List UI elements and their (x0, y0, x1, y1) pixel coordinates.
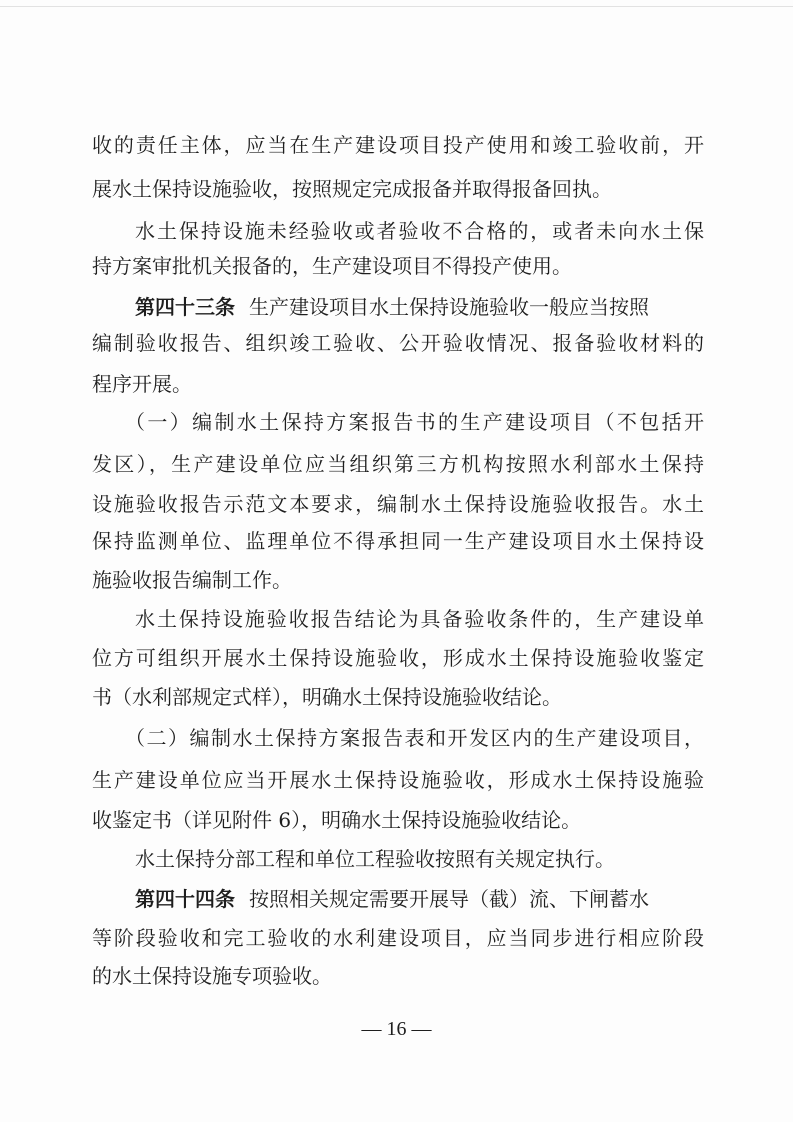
text-line: 展水土保持设施验收，按照规定完成报备并取得报备回执。 (92, 177, 612, 201)
text-line: 水土保持设施验收报告结论为具备验收条件的，生产建设单 (135, 607, 704, 631)
text-line: 收的责任主体，应当在生产建设项目投产使用和竣工验收前，开 (92, 133, 704, 157)
text-line: 发区），生产建设单位应当组织第三方机构按照水利部水土保持 (92, 452, 704, 476)
text-line: 施验收报告编制工作。 (92, 568, 292, 592)
article-43-line (135, 295, 704, 319)
text-line: 水土保持设施未经验收或者验收不合格的，或者未向水土保 (135, 219, 704, 243)
text-line: 程序开展。 (92, 372, 192, 396)
text-span: 生产建设项目水土保持设施验收一般应当按照 (249, 295, 649, 319)
text-line: 收鉴定书（详见附件 6），明确水土保持设施验收结论。 (92, 808, 582, 832)
text-line: 设施验收报告示范文本要求，编制水土保持设施验收报告。水土 (92, 492, 704, 516)
article-44-line (135, 887, 704, 911)
text-line: 水土保持分部工程和单位工程验收按照有关规定执行。 (135, 847, 615, 871)
text-span: 按照相关规定需要开展导（截）流、下闸蓄水 (249, 887, 649, 911)
text-line: 的水土保持设施专项验收。 (92, 964, 332, 988)
text-line: 保持监测单位、监理单位不得承担同一生产建设项目水土保持设 (92, 529, 704, 553)
page-top-edge (0, 6, 793, 7)
text-line: 书（水利部规定式样），明确水土保持设施验收结论。 (92, 685, 562, 709)
text-line: 等阶段验收和完工验收的水利建设项目，应当同步进行相应阶段 (92, 926, 704, 950)
article-44-heading: 第四十四条 (135, 887, 235, 911)
text-line: （二）编制水土保持方案报告表和开发区内的生产建设项目， (125, 726, 704, 750)
text-line: 位方可组织开展水土保持设施验收，形成水土保持设施验收鉴定 (92, 646, 704, 670)
text-line: 持方案审批机关报备的，生产建设项目不得投产使用。 (92, 254, 572, 278)
article-43-heading: 第四十三条 (135, 295, 235, 319)
text-line: 编制验收报告、组织竣工验收、公开验收情况、报备验收材料的 (92, 331, 704, 355)
text-line: 生产建设单位应当开展水土保持设施验收，形成水土保持设施验 (92, 768, 704, 792)
page-number: — 16 — (361, 1018, 432, 1040)
text-line: （一）编制水土保持方案报告书的生产建设项目（不包括开 (125, 410, 704, 434)
